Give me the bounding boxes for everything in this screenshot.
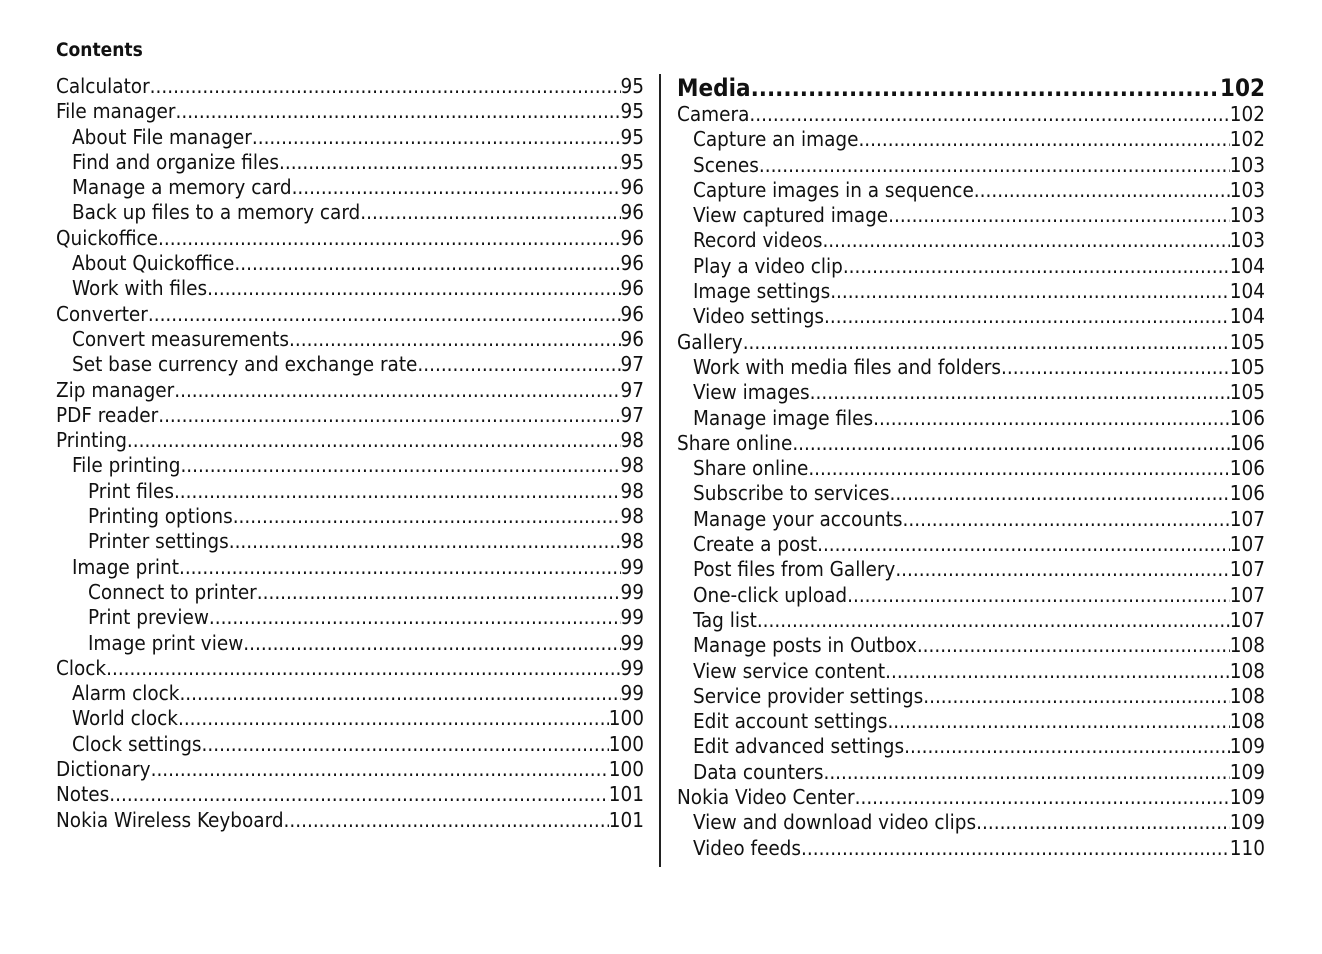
toc-entry-page-number: 98 <box>620 529 644 554</box>
toc-dot-leader <box>743 330 1230 355</box>
toc-dot-leader <box>808 456 1229 481</box>
toc-entry-title: Print files <box>88 478 174 503</box>
toc-entry-title: Connect to printer <box>88 579 257 604</box>
toc-entry-title: Back up files to a memory card <box>72 200 361 225</box>
toc-entry-title: View images <box>693 380 810 405</box>
toc-dot-leader <box>202 732 609 757</box>
toc-dot-leader <box>885 659 1230 684</box>
toc-entry-page-number: 103 <box>1229 152 1265 177</box>
toc-dot-leader <box>417 352 620 377</box>
toc-dot-leader <box>360 200 620 225</box>
toc-entry-page-number: 104 <box>1229 304 1265 329</box>
toc-entry-title: About File manager <box>72 124 252 149</box>
toc-entry[interactable] <box>677 203 1265 228</box>
toc-dot-leader <box>150 74 621 99</box>
toc-entry-page-number: 107 <box>1229 557 1265 582</box>
toc-dot-leader <box>209 605 621 630</box>
toc-entry-page-number: 99 <box>620 630 644 655</box>
toc-entry[interactable] <box>56 428 644 453</box>
toc-entry-page-number: 109 <box>1229 734 1265 759</box>
toc-entry[interactable] <box>56 732 644 757</box>
toc-entry-page-number: 97 <box>620 402 644 427</box>
toc-dot-leader <box>151 757 609 782</box>
toc-entry-page-number: 109 <box>1229 759 1265 784</box>
toc-entry-page-number: 108 <box>1229 683 1265 708</box>
toc-entry-title: Convert measurements <box>72 326 290 351</box>
toc-right-column <box>677 74 1265 861</box>
toc-entry-title: Image settings <box>693 279 831 304</box>
toc-entry-title: Quickoffice <box>56 225 159 250</box>
toc-entry-title: Nokia Wireless Keyboard <box>56 807 284 832</box>
toc-entry-page-number: 106 <box>1229 481 1265 506</box>
toc-entry[interactable] <box>56 226 644 251</box>
toc-dot-leader <box>903 507 1230 532</box>
toc-entry-title: Printing options <box>88 504 233 529</box>
toc-entry-page-number: 100 <box>608 731 644 756</box>
toc-entry[interactable] <box>56 99 644 124</box>
toc-dot-leader <box>292 175 621 200</box>
toc-dot-leader <box>843 254 1230 279</box>
toc-entry-page-number: 96 <box>620 326 644 351</box>
toc-entry-page-number: 107 <box>1229 582 1265 607</box>
toc-dot-leader <box>284 808 609 833</box>
toc-entry-title: Scenes <box>693 152 759 177</box>
toc-entry[interactable] <box>677 836 1265 861</box>
toc-entry-title: Print preview <box>88 605 209 630</box>
toc-entry-page-number: 107 <box>1229 506 1265 531</box>
toc-entry[interactable] <box>56 327 644 352</box>
toc-entry-page-number: 98 <box>620 478 644 503</box>
toc-entry[interactable] <box>677 279 1265 304</box>
toc-entry-title: Dictionary <box>56 757 151 782</box>
toc-dot-leader <box>749 102 1229 127</box>
toc-entry[interactable] <box>56 757 644 782</box>
toc-entry[interactable] <box>56 706 644 731</box>
toc-entry-page-number: 98 <box>620 428 644 453</box>
toc-entry-title: Record videos <box>693 228 823 253</box>
toc-entry-page-number: 96 <box>620 225 644 250</box>
toc-entry-page-number: 109 <box>1229 785 1265 810</box>
toc-entry-page-number: 95 <box>620 74 644 98</box>
toc-entry[interactable] <box>677 507 1265 532</box>
toc-entry-page-number: 95 <box>620 149 644 174</box>
toc-dot-leader <box>180 453 620 478</box>
toc-dot-leader <box>830 279 1230 304</box>
toc-entry-page-number: 104 <box>1229 253 1265 278</box>
toc-dot-leader <box>792 431 1229 456</box>
toc-entry[interactable] <box>56 631 644 656</box>
toc-entry[interactable] <box>677 228 1265 253</box>
toc-dot-leader <box>179 681 620 706</box>
toc-dot-leader <box>158 403 620 428</box>
toc-entry-page-number: 103 <box>1229 203 1265 228</box>
toc-entry[interactable] <box>677 583 1265 608</box>
toc-entry-title: Camera <box>677 102 750 126</box>
toc-entry-page-number: 107 <box>1229 532 1265 557</box>
column-divider <box>659 74 661 867</box>
toc-dot-leader <box>174 479 621 504</box>
toc-entry-page-number: 98 <box>620 504 644 529</box>
toc-entry-page-number: 108 <box>1229 658 1265 683</box>
toc-entry-title: Tag list <box>693 607 757 632</box>
toc-entry-title: Converter <box>56 301 148 326</box>
toc-entry[interactable] <box>677 532 1265 557</box>
toc-dot-leader <box>243 631 620 656</box>
toc-entry[interactable] <box>677 406 1265 431</box>
toc-entry-title: Clock settings <box>72 731 202 756</box>
toc-entry[interactable] <box>677 810 1265 835</box>
toc-dot-leader <box>233 504 621 529</box>
toc-dot-leader <box>757 608 1230 633</box>
toc-dot-leader <box>917 633 1230 658</box>
toc-entry[interactable] <box>677 659 1265 684</box>
toc-entry-title: Capture an image <box>693 127 859 152</box>
toc-entry-page-number: 99 <box>620 605 644 630</box>
toc-entry-page-number: 105 <box>1229 354 1265 379</box>
toc-entry-title: Set base currency and exchange rate <box>72 352 418 377</box>
toc-entry-page-number: 110 <box>1229 835 1265 860</box>
toc-entry-page-number: 109 <box>1229 810 1265 835</box>
toc-entry[interactable] <box>56 453 644 478</box>
toc-entry-page-number: 106 <box>1229 405 1265 430</box>
toc-entry[interactable] <box>56 529 644 554</box>
toc-entry[interactable] <box>677 178 1265 203</box>
toc-entry-page-number: 102 <box>1229 102 1265 126</box>
toc-entry-page-number: 104 <box>1229 279 1265 304</box>
toc-entry-title: Clock <box>56 655 107 680</box>
toc-dot-leader <box>178 706 609 731</box>
toc-dot-leader <box>801 836 1230 861</box>
toc-dot-leader <box>887 709 1229 734</box>
toc-dot-leader <box>179 555 621 580</box>
toc-entry[interactable] <box>677 760 1265 785</box>
toc-entry-page-number: 96 <box>620 276 644 301</box>
toc-entry-page-number: 105 <box>1229 329 1265 354</box>
toc-entry[interactable] <box>677 709 1265 734</box>
toc-entry-title: File manager <box>56 99 176 124</box>
toc-entry-page-number: 97 <box>620 352 644 377</box>
toc-dot-leader <box>289 327 621 352</box>
toc-entry[interactable] <box>677 481 1265 506</box>
toc-entry-title: Printing <box>56 428 127 453</box>
toc-entry-page-number: 102 <box>1229 127 1265 152</box>
toc-entry[interactable] <box>56 555 644 580</box>
toc-entry[interactable] <box>56 479 644 504</box>
toc-dot-leader <box>822 228 1229 253</box>
toc-entry-title: Capture images in a sequence <box>693 177 974 202</box>
toc-dot-leader <box>158 226 621 251</box>
toc-entry-title: Manage a memory card <box>72 175 292 200</box>
toc-entry-title: Find and organize files <box>72 149 279 174</box>
toc-entry[interactable] <box>677 456 1265 481</box>
toc-entry-title: Edit account settings <box>693 709 888 734</box>
toc-entry[interactable] <box>677 330 1265 355</box>
toc-entry[interactable] <box>56 808 644 833</box>
toc-entry-title: Printer settings <box>88 529 229 554</box>
toc-entry-title: Post files from Gallery <box>693 557 896 582</box>
toc-entry-title: Manage your accounts <box>693 506 903 531</box>
toc-entry-page-number: 97 <box>620 377 644 402</box>
toc-entry[interactable] <box>677 102 1265 127</box>
toc-entry[interactable] <box>677 633 1265 658</box>
toc-entry-title: About Quickoffice <box>72 251 235 276</box>
toc-dot-leader <box>824 304 1230 329</box>
toc-entry-title: File printing <box>72 453 181 478</box>
toc-entry-page-number: 99 <box>620 579 644 604</box>
toc-entry-page-number: 99 <box>620 554 644 579</box>
toc-entry-title: Calculator <box>56 74 150 98</box>
toc-entry-title: Notes <box>56 782 110 807</box>
toc-entry-title: Play a video clip <box>693 253 843 278</box>
toc-entry-page-number: 106 <box>1229 456 1265 481</box>
toc-entry[interactable] <box>56 175 644 200</box>
toc-entry-page-number: 100 <box>608 757 644 782</box>
toc-entry-title: Zip manager <box>56 377 175 402</box>
toc-entry[interactable] <box>56 681 644 706</box>
toc-entry[interactable] <box>677 254 1265 279</box>
toc-entry-title: Edit advanced settings <box>693 734 905 759</box>
toc-entry-title: One-click upload <box>693 582 848 607</box>
toc-entry[interactable] <box>56 276 644 301</box>
toc-entry[interactable] <box>56 504 644 529</box>
toc-dot-leader <box>923 684 1230 709</box>
toc-left-column <box>56 74 644 833</box>
toc-entry[interactable] <box>677 304 1265 329</box>
toc-dot-leader <box>890 481 1230 506</box>
toc-dot-leader <box>229 529 621 554</box>
toc-entry[interactable] <box>677 127 1265 152</box>
toc-entry[interactable] <box>677 355 1265 380</box>
toc-entry-title: PDF reader <box>56 402 159 427</box>
toc-dot-leader <box>855 785 1230 810</box>
toc-entry[interactable] <box>56 378 644 403</box>
toc-entry-page-number: 106 <box>1229 430 1265 455</box>
toc-entry-title: Video feeds <box>693 835 801 860</box>
toc-dot-leader <box>823 760 1229 785</box>
toc-entry[interactable] <box>677 734 1265 759</box>
toc-dot-leader <box>974 178 1230 203</box>
toc-entry-page-number: 108 <box>1229 633 1265 658</box>
toc-dot-leader <box>279 150 621 175</box>
toc-dot-leader <box>817 532 1230 557</box>
toc-dot-leader <box>174 378 620 403</box>
toc-dot-leader <box>1001 355 1230 380</box>
toc-dot-leader <box>847 583 1230 608</box>
toc-entry-title: Image print <box>72 554 179 579</box>
toc-dot-leader <box>257 580 621 605</box>
toc-entry[interactable] <box>56 656 644 681</box>
page-title: Contents <box>56 39 143 61</box>
toc-dot-leader <box>759 153 1230 178</box>
toc-dot-leader <box>127 428 621 453</box>
toc-entry-page-number: 103 <box>1229 228 1265 253</box>
toc-entry[interactable] <box>56 580 644 605</box>
toc-entry[interactable] <box>56 251 644 276</box>
toc-dot-leader <box>858 127 1229 152</box>
toc-entry-title: View service content <box>693 658 886 683</box>
toc-entry[interactable] <box>56 782 644 807</box>
toc-entry-title: Create a post <box>693 532 818 557</box>
toc-entry-page-number: 99 <box>620 681 644 706</box>
toc-entry-page-number: 108 <box>1229 709 1265 734</box>
toc-entry[interactable] <box>56 200 644 225</box>
toc-entry-page-number: 96 <box>620 301 644 326</box>
toc-dot-leader <box>148 302 621 327</box>
toc-entry[interactable] <box>56 352 644 377</box>
toc-entry[interactable] <box>677 785 1265 810</box>
toc-dot-leader <box>252 125 621 150</box>
toc-entry[interactable] <box>56 403 644 428</box>
toc-entry-page-number: 100 <box>608 706 644 731</box>
toc-entry[interactable] <box>677 431 1265 456</box>
toc-dot-leader <box>234 251 620 276</box>
toc-entry-page-number: 101 <box>608 782 644 807</box>
toc-dot-leader <box>976 810 1230 835</box>
toc-entry-page-number: 105 <box>1229 380 1265 405</box>
toc-dot-leader <box>895 557 1229 582</box>
toc-entry-page-number: 98 <box>620 453 644 478</box>
toc-dot-leader <box>106 656 620 681</box>
toc-entry-title: Manage posts in Outbox <box>693 633 917 658</box>
toc-entry-title: Data counters <box>693 759 824 784</box>
toc-entry-title: Service provider settings <box>693 683 924 708</box>
toc-dot-leader <box>175 99 620 124</box>
toc-entry[interactable] <box>677 684 1265 709</box>
toc-section-heading[interactable] <box>677 74 1265 102</box>
toc-entry-title: Gallery <box>677 329 743 354</box>
toc-entry[interactable] <box>56 74 644 99</box>
toc-dot-leader <box>810 380 1230 405</box>
toc-entry[interactable] <box>677 153 1265 178</box>
toc-entry[interactable] <box>677 380 1265 405</box>
toc-entry-title: World clock <box>72 706 178 731</box>
toc-dot-leader <box>751 74 1220 102</box>
toc-entry-title: Video settings <box>693 304 825 329</box>
toc-entry-page-number: 103 <box>1229 177 1265 202</box>
toc-entry-page-number: 96 <box>620 251 644 276</box>
toc-entry-title: Work with files <box>72 276 208 301</box>
toc-entry-title: View captured image <box>693 203 889 228</box>
toc-dot-leader <box>873 406 1230 431</box>
toc-entry-title: Manage image files <box>693 405 874 430</box>
toc-entry[interactable] <box>56 150 644 175</box>
toc-entry-page-number: 99 <box>620 655 644 680</box>
toc-entry-title: Nokia Video Center <box>677 785 855 810</box>
toc-entry-page-number: 95 <box>620 124 644 149</box>
toc-entry[interactable] <box>56 302 644 327</box>
toc-entry-title: Subscribe to services <box>693 481 890 506</box>
toc-entry-page-number: 107 <box>1229 607 1265 632</box>
toc-dot-leader <box>109 782 609 807</box>
toc-entry-page-number: 96 <box>620 175 644 200</box>
toc-entry-title: Media <box>677 74 751 102</box>
toc-entry-page-number: 102 <box>1219 74 1265 102</box>
toc-entry-title: Share online <box>677 430 793 455</box>
toc-entry[interactable] <box>56 125 644 150</box>
toc-entry[interactable] <box>677 608 1265 633</box>
toc-entry-title: Share online <box>693 456 809 481</box>
toc-entry-title: Work with media files and folders <box>693 354 1001 379</box>
toc-entry-title: Alarm clock <box>72 681 180 706</box>
toc-entry-page-number: 96 <box>620 200 644 225</box>
toc-entry-page-number: 95 <box>620 99 644 124</box>
toc-entry-title: Image print view <box>88 630 244 655</box>
toc-dot-leader <box>888 203 1230 228</box>
toc-entry[interactable] <box>677 557 1265 582</box>
toc-entry-title: View and download video clips <box>693 810 977 835</box>
toc-entry-page-number: 101 <box>608 807 644 832</box>
toc-dot-leader <box>207 276 620 301</box>
toc-entry[interactable] <box>56 605 644 630</box>
toc-dot-leader <box>904 734 1230 759</box>
